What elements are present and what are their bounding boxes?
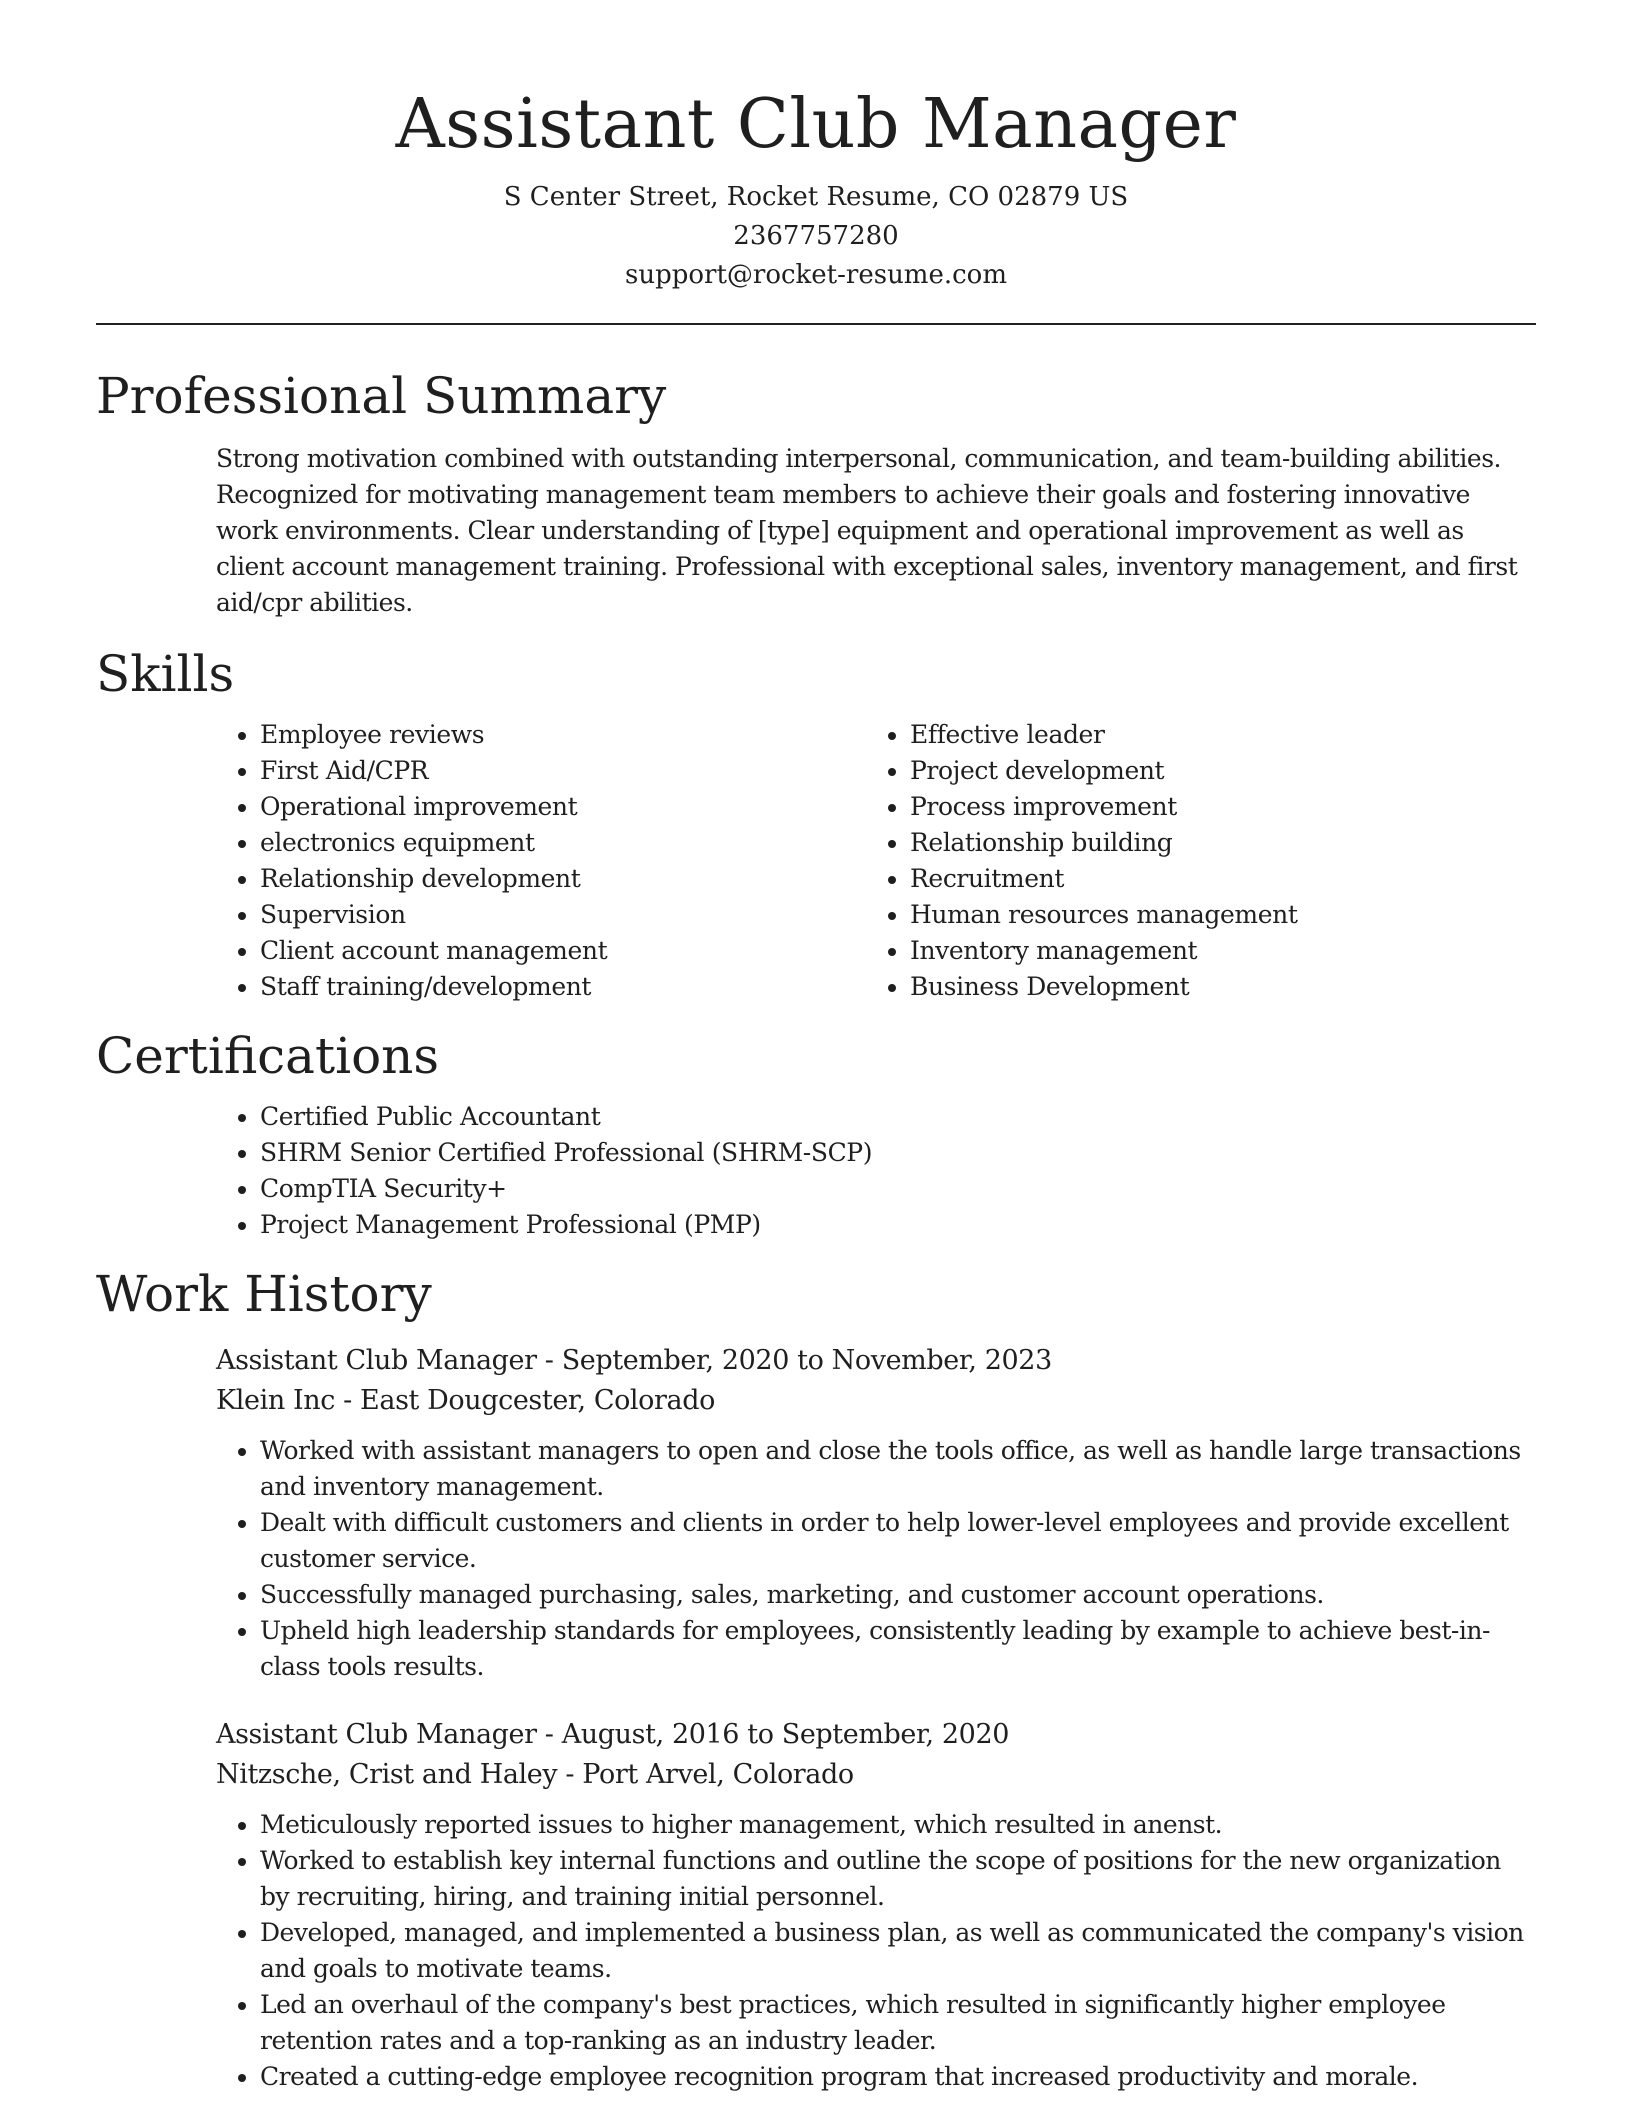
skill-item: • Supervision — [260, 897, 866, 933]
skill-item: • First Aid/CPR — [260, 753, 866, 789]
job-company-line — [216, 1381, 1536, 1421]
job-location: - East Dougcester, Colorado — [334, 1385, 715, 1416]
certifications-heading: Certifications — [96, 1027, 440, 1085]
job-company-line — [216, 1755, 1536, 1795]
job-bullet: • Dealt with difficult customers and clients in order to help lower-level employees and provide excellent customer service. — [260, 1505, 1536, 1577]
contact-email: support@rocket-resume.com — [624, 260, 1007, 290]
job-location: - Port Arvel, Colorado — [557, 1759, 854, 1790]
job-role: Assistant Club Manager — [216, 1719, 537, 1750]
skill-item: • Business Development — [910, 969, 1297, 1005]
skill-item: • Staff training/development — [260, 969, 866, 1005]
job-bullet: • Created a cutting-edge employee recognition program that increased productivity and morale. — [260, 2059, 1536, 2095]
job-role: Assistant Club Manager — [216, 1345, 537, 1376]
contact-block — [96, 178, 1536, 295]
summary-heading: Professional Summary — [96, 367, 667, 425]
job-bullet: • Upheld high leadership standards for employees, consistently leading by example to achieve best-in-class tools results. — [260, 1613, 1536, 1685]
skill-item: • Recruitment — [910, 861, 1297, 897]
skill-item: • Employee reviews — [260, 717, 866, 753]
skill-item: • Process improvement — [910, 789, 1297, 825]
skills-column-right — [866, 717, 1297, 1005]
skill-item: • Relationship development — [260, 861, 866, 897]
certification-item: • Project Management Professional (PMP) — [260, 1207, 1536, 1243]
resume-page — [96, 0, 1536, 2095]
job-bullet: • Worked to establish key internal functions and outline the scope of positions for the new organization by recruiting, hiring, and training initial personnel. — [260, 1843, 1536, 1915]
contact-phone: 2367757280 — [733, 221, 899, 251]
job-company: Klein Inc — [216, 1385, 335, 1416]
certifications-list — [216, 1099, 1536, 1243]
skill-item: • Project development — [910, 753, 1297, 789]
job-title-line — [216, 1341, 1536, 1381]
job-dates: - August, 2016 to September, 2020 — [536, 1719, 1009, 1750]
skill-item: • electronics equipment — [260, 825, 866, 861]
resume-header — [96, 0, 1536, 295]
certification-item: • CompTIA Security+ — [260, 1171, 1536, 1207]
certification-item: • Certified Public Accountant — [260, 1099, 1536, 1135]
job-company: Nitzsche, Crist and Haley — [216, 1759, 558, 1790]
skill-item: • Operational improvement — [260, 789, 866, 825]
skill-item: • Client account management — [260, 933, 866, 969]
candidate-name: Assistant Club Manager — [395, 85, 1237, 164]
skill-item: • Human resources management — [910, 897, 1297, 933]
job-dates: - September, 2020 to November, 2023 — [536, 1345, 1052, 1376]
work-history-heading: Work History — [96, 1265, 432, 1323]
skill-item: • Relationship building — [910, 825, 1297, 861]
skill-item: • Effective leader — [910, 717, 1297, 753]
skills-column-left — [216, 717, 866, 1005]
skills-heading: Skills — [96, 645, 235, 703]
certification-item: • SHRM Senior Certified Professional (SHRM-SCP) — [260, 1135, 1536, 1171]
job-bullet: • Meticulously reported issues to higher management, which resulted in anenst. — [260, 1807, 1536, 1843]
job-bullet: • Successfully managed purchasing, sales, marketing, and customer account operations. — [260, 1577, 1536, 1613]
skills-list — [216, 717, 1536, 1005]
contact-address: S Center Street, Rocket Resume, CO 02879 US — [503, 182, 1129, 212]
header-divider — [96, 323, 1536, 325]
job-bullets — [216, 1807, 1536, 2095]
job-entry — [216, 1341, 1536, 1685]
job-bullet: • Developed, managed, and implemented a business plan, as well as communicated the company's vision and goals to motivate teams. — [260, 1915, 1536, 1987]
job-bullet: • Worked with assistant managers to open and close the tools office, as well as handle large transactions and inventory management. — [260, 1433, 1536, 1505]
job-entry — [216, 1715, 1536, 2095]
summary-text: Strong motivation combined with outstanding interpersonal, communication, and team-building abilities. Recognized for motivating management team members to achieve their goals and fostering innovative work environments. Clear understanding of [type] equipment and operational improvement as well as client account management training. Professional with exceptional sales, inventory management, and first aid/cpr abilities. — [216, 444, 1518, 617]
skill-item: • Inventory management — [910, 933, 1297, 969]
job-title-line — [216, 1715, 1536, 1755]
job-bullet: • Led an overhaul of the company's best practices, which resulted in significantly higher employee retention rates and a top-ranking as an industry leader. — [260, 1987, 1536, 2059]
job-bullets — [216, 1433, 1536, 1685]
